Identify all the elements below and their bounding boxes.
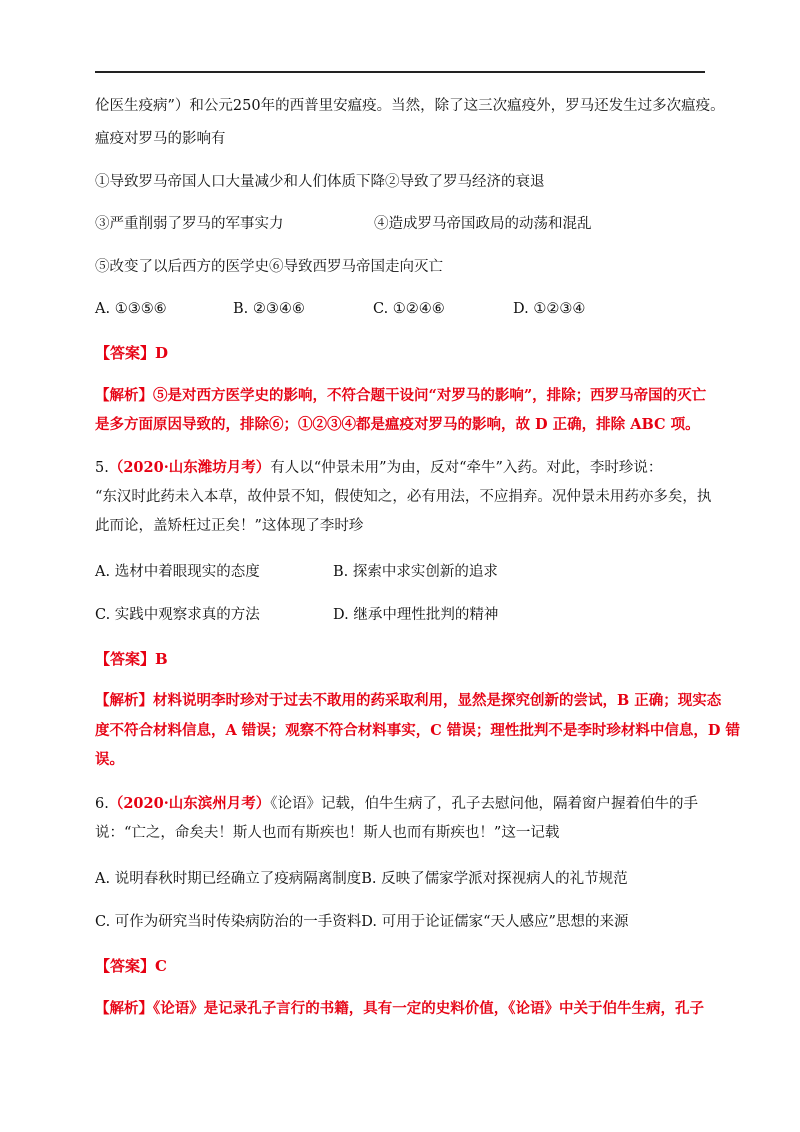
q4-text-line1: 伦医生疫病”）和公元250年的西普里安瘟疫。当然，除了这三次瘟疫外，罗马还发生过多次瘟疫。 (95, 98, 725, 114)
q4-item-5-6: ⑤改变了以后西方的医学史⑥导致西罗马帝国走向灭亡 (95, 259, 443, 275)
q4-item-4: ④造成罗马帝国政局的动荡和混乱 (374, 216, 592, 232)
q5-option-d: D. 继承中理性批判的精神 (333, 607, 499, 623)
q5-option-c: C. 实践中观察求真的方法 (95, 607, 260, 623)
q4-item-3: ③严重削弱了罗马的军事实力 (95, 216, 284, 232)
q5-answer: 【答案】B (95, 650, 168, 668)
q5-number: 5. (95, 460, 109, 476)
q5-stem-text: 有人以“仲景未用”为由，反对“牵牛”入药。对此，李时珍说： (270, 460, 663, 476)
q4-answer: 【答案】D (95, 344, 169, 362)
q6-analysis-line1: 【解析】《论语》是记录孔子言行的书籍，具有一定的史料价值，《论语》中关于伯牛生病，孔子 (95, 1000, 704, 1017)
q6-option-d: D. 可用于论证儒家“天人感应”思想的来源 (361, 914, 629, 930)
q4-analysis-line2: 是多方面原因导致的，排除⑥；①②③④都是瘟疫对罗马的影响，故 D 正确，排除 ABC 项。 (95, 416, 700, 433)
q5-stem-line2: “东汉时此药未入本草，故仲景不知，假使知之，必有用法，不应捐弃。况仲景未用药亦多矣，执 (95, 489, 712, 505)
q6-options-ab (95, 869, 628, 889)
q4-option-a: A. ①③⑤⑥ (95, 301, 167, 317)
q6-stem-line1 (95, 794, 698, 814)
q5-stem-line1 (95, 458, 662, 478)
q5-option-b: B. 探索中求实创新的追求 (333, 564, 498, 580)
q5-source: （2020·山东潍坊月考） (108, 459, 271, 476)
q6-option-b: B. 反映了儒家学派对探视病人的礼节规范 (361, 871, 628, 887)
q4-option-b: B. ②③④⑥ (233, 301, 305, 317)
q4-option-c: C. ①②④⑥ (373, 301, 445, 317)
header-rule (95, 71, 705, 73)
q6-option-a: A. 说明春秋时期已经确立了疫病隔离制度 (95, 871, 362, 887)
q4-option-d: D. ①②③④ (513, 301, 586, 317)
q6-option-c: C. 可作为研究当时传染病防治的一手资料 (95, 914, 362, 930)
q5-analysis-line3: 误。 (95, 751, 124, 768)
q5-analysis-line2: 度不符合材料信息，A 错误；观察不符合材料事实，C 错误；理性批判不是李时珍材料中信息，D 错 (95, 722, 741, 739)
q5-stem-line3: 此而论，盖矫枉过正矣！”这体现了李时珍 (95, 518, 364, 534)
q4-text-line2: 瘟疫对罗马的影响有 (95, 131, 226, 147)
q5-option-a: A. 选材中着眼现实的态度 (95, 564, 260, 580)
q6-source: （2020·山东滨州月考） (108, 795, 271, 812)
q6-stem-text: 《论语》记载，伯牛生病了，孔子去慰问他，隔着窗户握着伯牛的手 (270, 796, 698, 812)
q6-stem-line2: 说：“亡之，命矣夫！斯人也而有斯疾也！斯人也而有斯疾也！”这一记载 (95, 825, 560, 841)
q4-analysis-line1: 【解析】⑤是对西方医学史的影响，不符合题干设问“对罗马的影响”，排除；西罗马帝国的灭亡 (95, 387, 707, 404)
q5-analysis-line1: 【解析】材料说明李时珍对于过去不敢用的药采取利用，显然是探究创新的尝试，B 正确；现实态 (95, 692, 722, 709)
q6-number: 6. (95, 796, 109, 812)
q4-item-1-2: ①导致罗马帝国人口大量减少和人们体质下降②导致了罗马经济的衰退 (95, 174, 545, 190)
q6-options-cd (95, 912, 628, 932)
q6-answer: 【答案】C (95, 957, 167, 975)
